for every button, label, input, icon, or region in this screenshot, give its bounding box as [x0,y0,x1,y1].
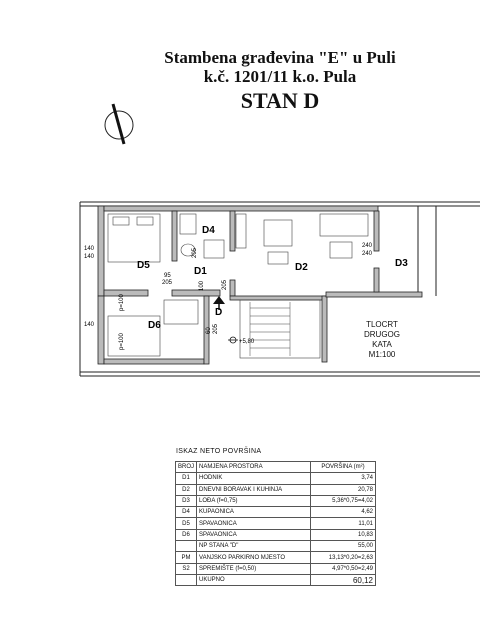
table-cell: 10,83 [311,529,376,540]
table-cell: HODNIK [197,473,311,484]
table-cell: SPAVAONICA [197,518,311,529]
dim-label: 100 [199,280,205,291]
table-cell [176,541,197,552]
table-cell: 3,74 [311,473,376,484]
legend-line: DRUGOG [364,330,400,339]
staircase [250,302,290,356]
furniture [108,214,368,358]
dim-label: 140 [84,246,95,252]
table-cell: 20,78 [311,484,376,495]
legend-line: M1:100 [368,350,396,359]
table-row [176,495,376,506]
table-cell: D5 [176,518,197,529]
table-header: BROJ [176,462,197,473]
area-table-title: ISKAZ NETO POVRŠINA [176,448,262,455]
table-cell: PM [176,552,197,563]
table-cell: 13,13*0,20=2,63 [311,552,376,563]
dim-label: p=100 [119,333,125,350]
entrance-label: D [215,307,223,318]
dim-label: p=100 [119,294,125,311]
room-label-d5: D5 [137,260,150,271]
area-table [175,461,376,586]
parcel-title: k.č. 1201/11 k.o. Pula [203,67,357,86]
table-cell: 60,12 [311,574,376,585]
dim-label: 205 [213,323,219,334]
dim-label: 205 [222,279,228,290]
level-label: +5,80 [239,339,255,345]
table-cell: D6 [176,529,197,540]
table-cell: SPREMIŠTE (f=0,50) [197,563,311,574]
table-header: POVRŠINA (m²) [311,462,376,473]
table-row [176,529,376,540]
level-marker-icon [228,337,238,343]
table-cell: D3 [176,495,197,506]
subtotal-row [176,541,376,552]
building-title: Stambena građevina "E" u Puli [164,48,396,67]
plan-legend [356,320,408,360]
table-row [176,552,376,563]
table-cell [176,574,197,585]
legend-line: TLOCRT [366,320,398,329]
table-header: NAMJENA PROSTORA [197,462,311,473]
table-row [176,563,376,574]
table-cell: SPAVAONICA [197,529,311,540]
table-cell: VANJSKO PARKIRNO MJESTO [197,552,311,563]
dim-label: 95 [164,273,171,279]
dim-label: 205 [192,247,198,258]
table-cell: D1 [176,473,197,484]
table-row [176,507,376,518]
table-cell: UKUPNO [197,574,311,585]
dim-label: 140 [84,254,95,260]
apartment-title: STAN D [240,88,320,113]
table-cell: D2 [176,484,197,495]
table-row [176,473,376,484]
table-cell: D4 [176,507,197,518]
dim-label: 240 [362,251,373,257]
table-cell: 55,00 [311,541,376,552]
dim-label: 240 [362,243,373,249]
table-row [176,518,376,529]
table-cell: KUPAONICA [197,507,311,518]
room-label-d1: D1 [194,266,207,277]
table-cell: NP STANA "D" [197,541,311,552]
table-cell: DNEVNI BORAVAK I KUHINJA [197,484,311,495]
table-cell: 4,62 [311,507,376,518]
table-cell: 4,97*0,50=2,49 [311,563,376,574]
room-label-d2: D2 [295,262,308,273]
table-cell: S2 [176,563,197,574]
room-label-d6: D6 [148,320,161,331]
table-cell: 5,36*0,75=4,02 [311,495,376,506]
dim-label: 140 [84,322,95,328]
table-header-row [176,462,376,473]
north-arrow-icon [105,104,133,144]
total-row [176,574,376,585]
dim-label: 60 [206,327,212,334]
legend-line: KATA [372,340,392,349]
room-label-d3: D3 [395,258,408,269]
table-row [176,484,376,495]
room-label-d4: D4 [202,225,215,236]
dim-label: 205 [162,280,173,286]
table-cell: 11,01 [311,518,376,529]
table-cell: LOĐA (f=0,75) [197,495,311,506]
